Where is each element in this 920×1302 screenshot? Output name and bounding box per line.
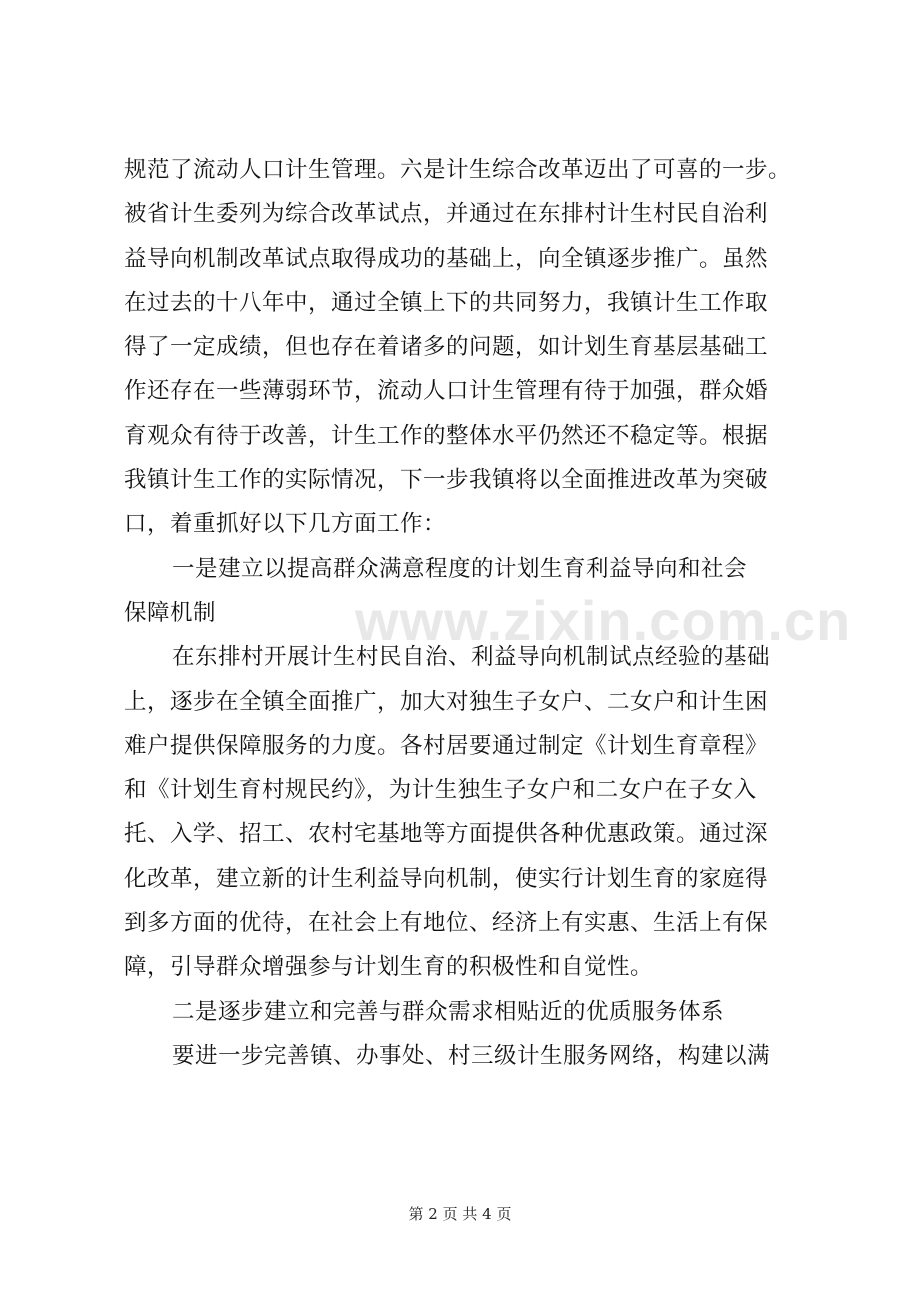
document-body <box>124 148 814 1078</box>
page-footer: 第 2 页 共 4 页 <box>408 1205 512 1223</box>
text-line: 口，着重抓好以下几方面工作： <box>124 511 447 538</box>
text-line: 难户提供保障服务的力度。各村居要通过制定《计划生育章程》 <box>124 732 769 759</box>
text-line: 到多方面的优待，在社会上有地位、经济上有实惠、生活上有保 <box>124 910 769 937</box>
text-line: 要进一步完善镇、办事处、村三级计生服务网络，构建以满 <box>172 1042 771 1069</box>
text-line: 被省计生委列为综合改革试点，并通过在东排村计生村民自治利 <box>124 201 769 228</box>
text-line: 托、入学、招工、农村宅基地等方面提供各种优惠政策。通过深 <box>124 821 769 848</box>
section-heading-continued: 保障机制 <box>124 599 217 626</box>
text-line: 在东排村开展计生村民自治、利益导向机制试点经验的基础 <box>172 644 771 671</box>
text-line: 育观众有待于改善，计生工作的整体水平仍然还不稳定等。根据 <box>124 422 769 449</box>
text-line: 我镇计生工作的实际情况，下一步我镇将以全面推进改革为突破 <box>124 467 769 494</box>
section-heading: 二是逐步建立和完善与群众需求相贴近的优质服务体系 <box>172 998 725 1025</box>
text-line: 在过去的十八年中，通过全镇上下的共同努力，我镇计生工作取 <box>124 289 769 316</box>
text-line: 作还存在一些薄弱环节，流动人口计生管理有待于加强，群众婚 <box>124 378 769 405</box>
text-line: 和《计划生育村规民约》，为计生独生子女户和二女户在子女入 <box>124 777 757 804</box>
text-line: 益导向机制改革试点取得成功的基础上，向全镇逐步推广。虽然 <box>124 245 769 272</box>
text-line: 得了一定成绩，但也存在着诸多的问题，如计划生育基层基础工 <box>124 334 769 361</box>
watermark: www.zixin.com.cn <box>355 589 852 652</box>
text-line: 上，逐步在全镇全面推广，加大对独生子女户、二女户和计生困 <box>124 688 769 715</box>
text-line: 规范了流动人口计生管理。六是计生综合改革迈出了可喜的一步。 <box>124 157 792 183</box>
section-heading: 一是建立以提高群众满意程度的计划生育利益导向和社会 <box>172 555 748 582</box>
text-line: 化改革，建立新的计生利益导向机制，使实行计划生育的家庭得 <box>124 865 769 892</box>
text-line: 障，引导群众增强参与计划生育的积极性和自觉性。 <box>124 954 654 981</box>
